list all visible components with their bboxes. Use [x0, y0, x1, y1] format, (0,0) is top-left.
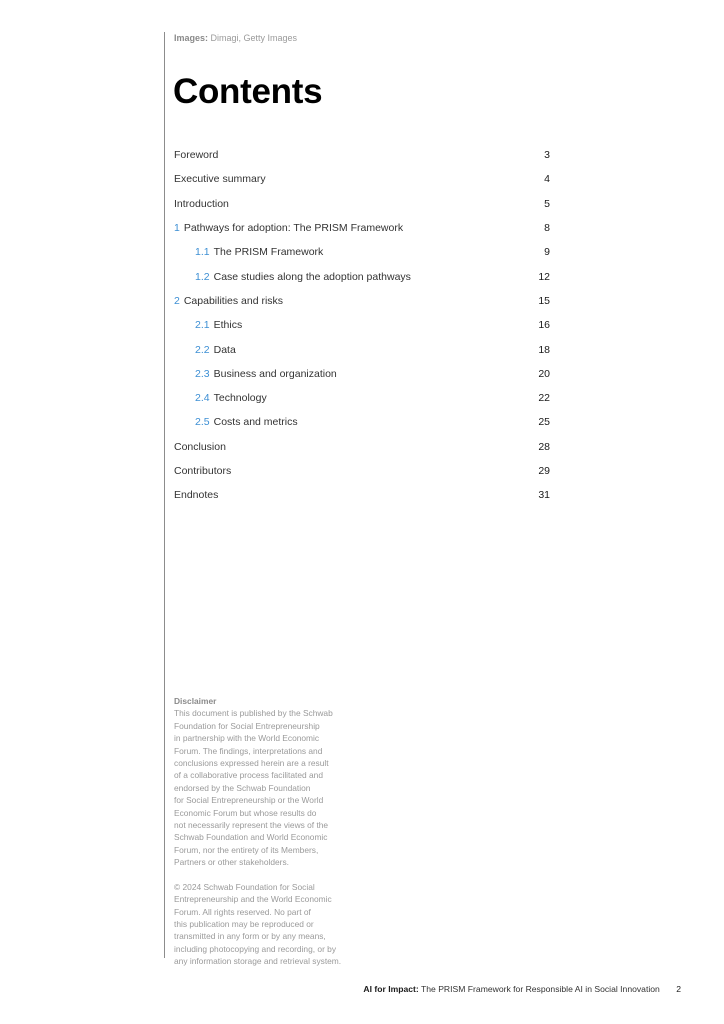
- toc-entry-label: Case studies along the adoption pathways: [213, 270, 411, 283]
- toc-entry[interactable]: [174, 216, 550, 240]
- toc-section-number: 1.1: [195, 246, 210, 259]
- toc-entry[interactable]: [174, 167, 550, 191]
- toc-entry-title: [174, 465, 231, 477]
- toc-entry-label: The PRISM Framework: [213, 246, 324, 259]
- page-title: Contents: [173, 72, 323, 111]
- image-credit: [174, 33, 297, 43]
- toc-entry-title: [195, 319, 242, 331]
- toc-page-number: 16: [538, 319, 550, 332]
- toc-entry-title: [174, 198, 229, 210]
- toc-entry-label: Contributors: [174, 465, 232, 477]
- page-number: 2: [676, 984, 681, 994]
- toc-section-number: 1.2: [195, 270, 210, 283]
- toc-section-number: 1: [174, 222, 180, 235]
- toc-entry[interactable]: [174, 313, 550, 337]
- toc-entry-title: [195, 416, 298, 428]
- disclaimer: [174, 695, 354, 968]
- toc-entry-title: [174, 441, 226, 453]
- image-credit-label: Images:: [174, 33, 209, 43]
- copyright-notice: © 2024 Schwab Foundation for Social Entrepreneurship and the World Economic Forum. All rights reserved. No part of this publication may be reproduced or transmitted in any form or by any means, including photocopying and recording, or by any information storage and retrieval system.: [174, 881, 342, 967]
- toc-entry-label: Executive summary: [174, 173, 266, 186]
- toc-entry[interactable]: [174, 264, 550, 288]
- margin-rule: [164, 32, 165, 958]
- toc-entry-title: [174, 295, 283, 307]
- toc-entry-label: Capabilities and risks: [183, 294, 284, 307]
- toc-page-number: 9: [544, 246, 550, 259]
- toc-section-number: 2.1: [195, 319, 210, 332]
- toc-entry-label: Introduction: [174, 197, 229, 210]
- disclaimer-heading: Disclaimer: [174, 696, 217, 706]
- toc-entry[interactable]: [174, 386, 550, 410]
- toc-entry-title: [174, 173, 266, 185]
- toc-entry-label: Technology: [213, 392, 267, 405]
- table-of-contents: [174, 143, 550, 507]
- toc-page-number: 25: [538, 416, 550, 429]
- toc-entry[interactable]: [174, 240, 550, 264]
- footer-publication-title: The PRISM Framework for Responsible AI in Social Innovation: [421, 984, 660, 994]
- toc-entry[interactable]: [174, 143, 550, 167]
- toc-entry-title: [195, 246, 323, 258]
- toc-entry[interactable]: [174, 410, 550, 434]
- toc-entry[interactable]: [174, 483, 550, 507]
- page-footer: [363, 984, 681, 994]
- toc-entry-title: [174, 222, 403, 234]
- toc-section-number: 2.2: [195, 343, 210, 356]
- toc-entry-label: Pathways for adoption: The PRISM Framework: [183, 222, 404, 235]
- toc-page-number: 18: [538, 343, 550, 356]
- toc-entry[interactable]: [174, 337, 550, 361]
- toc-section-number: 2.4: [195, 392, 210, 405]
- toc-entry-title: [195, 392, 267, 404]
- toc-entry-label: Business and organization: [213, 367, 337, 380]
- toc-entry[interactable]: [174, 362, 550, 386]
- toc-entry[interactable]: [174, 192, 550, 216]
- toc-page-number: 29: [538, 465, 550, 477]
- toc-entry[interactable]: [174, 459, 550, 483]
- toc-page-number: 5: [544, 197, 550, 210]
- toc-entry[interactable]: [174, 289, 550, 313]
- toc-page-number: 20: [538, 367, 550, 380]
- toc-page-number: 28: [538, 440, 550, 453]
- toc-page-number: 3: [544, 149, 550, 162]
- toc-page-number: 22: [538, 392, 550, 405]
- toc-entry-label: Ethics: [213, 319, 243, 332]
- toc-entry-title: [195, 368, 337, 380]
- toc-section-number: 2.5: [195, 416, 210, 429]
- toc-entry-title: [174, 149, 218, 161]
- toc-entry[interactable]: [174, 435, 550, 459]
- toc-entry-label: Endnotes: [174, 489, 219, 502]
- toc-section-number: 2: [174, 294, 180, 307]
- toc-entry-label: Conclusion: [174, 440, 226, 453]
- toc-section-number: 2.3: [195, 367, 210, 380]
- toc-entry-label: Costs and metrics: [213, 416, 298, 429]
- toc-entry-label: Data: [213, 343, 236, 356]
- toc-page-number: 31: [538, 489, 550, 502]
- toc-page-number: 12: [538, 270, 550, 283]
- toc-entry-title: [174, 489, 218, 501]
- toc-entry-title: [195, 271, 411, 283]
- toc-page-number: 15: [538, 294, 550, 307]
- disclaimer-body: This document is published by the Schwab Foundation for Social Entrepreneurship in partnership with the World Economic Forum. The findings, interpretations and conclusions expressed herein are a result of a collaborative process facilitated and endorsed by the Schwab Foundation for Social Entrepreneurship or the World Economic Forum but whose results do not necessarily represent the views of the Schwab Foundation and World Economic Forum, nor the entirety of its Members, Partners or other stakeholders.: [174, 708, 333, 868]
- toc-page-number: 8: [544, 222, 550, 235]
- toc-entry-title: [195, 344, 236, 356]
- toc-page-number: 4: [544, 173, 550, 186]
- footer-publication-prefix: AI for Impact:: [363, 984, 419, 994]
- toc-entry-label: Foreword: [174, 149, 219, 162]
- image-credit-text: Dimagi, Getty Images: [210, 33, 298, 43]
